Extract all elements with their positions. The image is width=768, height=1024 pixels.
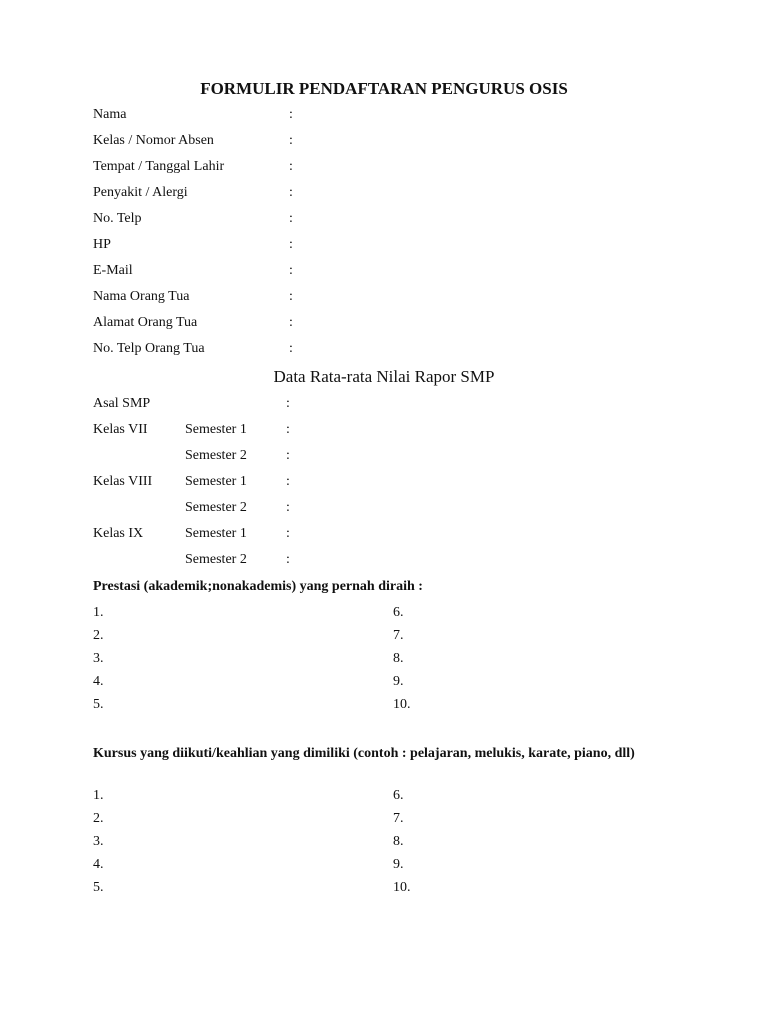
field-colon: : [289,107,293,122]
field-colon: : [286,500,290,515]
list-item-number: 9. [393,674,404,689]
list-item-number: 6. [393,605,404,620]
field-colon: : [289,211,293,226]
field-colon: : [289,263,293,278]
list-item-number: 7. [393,628,404,643]
semester-label: Semester 2 [185,448,247,463]
kursus-heading: Kursus yang diikuti/keahlian yang dimiliki (contoh : pelajaran, melukis, karate, piano, dll) [93,746,635,761]
list-item-number: 3. [93,834,104,849]
field-colon: : [289,289,293,304]
list-item-number: 2. [93,811,104,826]
field-colon: : [289,159,293,174]
field-label-hp: HP [93,237,111,252]
field-label-ttl: Tempat / Tanggal Lahir [93,159,225,174]
field-colon: : [289,315,293,330]
kelas-label: Kelas VII [93,422,148,437]
kelas-label: Kelas VIII [93,474,153,489]
field-colon: : [289,185,293,200]
field-colon: : [286,474,290,489]
list-item-number: 3. [93,651,104,666]
asal-smp-label: Asal SMP [93,396,151,411]
field-label-email: E-Mail [93,263,133,278]
list-item-number: 4. [93,674,104,689]
field-colon: : [286,526,290,541]
semester-label: Semester 2 [185,500,247,515]
semester-label: Semester 1 [185,474,247,489]
list-item-number: 9. [393,857,404,872]
field-label-nama: Nama [93,107,127,122]
list-item-number: 1. [93,605,104,620]
list-item-number: 5. [93,880,104,895]
field-label-kelas-absen: Kelas / Nomor Absen [93,133,214,148]
list-item-number: 8. [393,651,404,666]
field-label-penyakit: Penyakit / Alergi [93,185,188,200]
semester-label: Semester 1 [185,526,247,541]
field-colon: : [286,552,290,567]
form-title: FORMULIR PENDAFTARAN PENGURUS OSIS [200,79,568,98]
list-item-number: 1. [93,788,104,803]
list-item-number: 4. [93,857,104,872]
list-item-number: 10. [393,880,411,895]
semester-label: Semester 1 [185,422,247,437]
field-colon: : [289,133,293,148]
field-colon: : [289,341,293,356]
list-item-number: 5. [93,697,104,712]
field-label-telp-ortu: No. Telp Orang Tua [93,341,205,356]
rapor-title: Data Rata-rata Nilai Rapor SMP [273,367,495,386]
list-item-number: 7. [393,811,404,826]
list-item-number: 8. [393,834,404,849]
list-item-number: 6. [393,788,404,803]
list-item-number: 2. [93,628,104,643]
semester-label: Semester 2 [185,552,247,567]
field-colon: : [286,448,290,463]
list-item-number: 10. [393,697,411,712]
prestasi-heading: Prestasi (akademik;nonakademis) yang pernah diraih : [93,579,423,594]
field-label-telp: No. Telp [93,211,142,226]
field-label-nama-ortu: Nama Orang Tua [93,289,190,304]
field-colon: : [289,237,293,252]
field-colon: : [286,396,290,411]
kelas-label: Kelas IX [93,526,144,541]
field-label-alamat-ortu: Alamat Orang Tua [93,315,198,330]
field-colon: : [286,422,290,437]
